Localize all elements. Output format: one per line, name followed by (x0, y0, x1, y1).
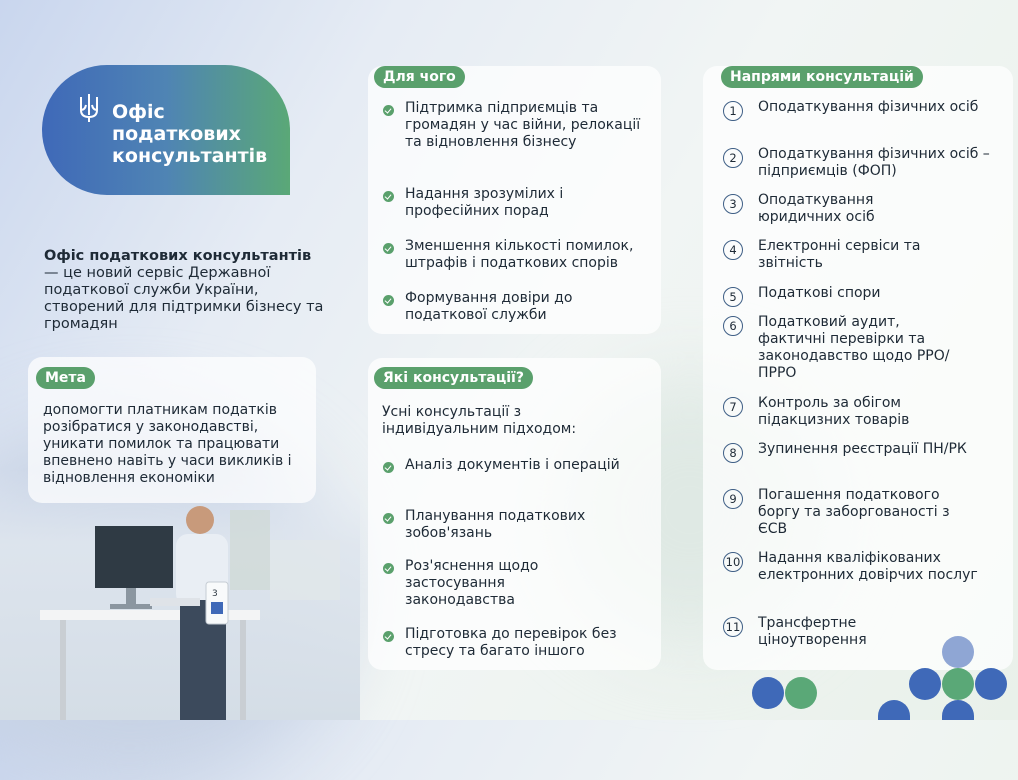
direction-item: Податковий аудит, фактичні перевірки та законодавство щодо РРО/ПРРО (758, 314, 950, 381)
number-badge: 11 (723, 617, 743, 637)
direction-item: Надання кваліфікованих електронних довірчих послуг (758, 550, 978, 583)
direction-item: Трансфертне ціноутворення (758, 615, 867, 648)
goal-text: допомогти платникам податків розібратися у законодавстві, уникати помилок та працювати впевнено навіть у часи викликів і відновлення економіки (43, 402, 292, 486)
check-icon (383, 243, 394, 254)
logo-card (42, 65, 290, 195)
consultations-label: Які консультації? (374, 367, 533, 389)
decor-dot (878, 700, 910, 720)
decor-dot (975, 668, 1007, 700)
trident-icon (78, 93, 100, 123)
intro-text (44, 248, 324, 333)
check-icon (383, 191, 394, 202)
purpose-item: Формування довіри до податкової служби (405, 290, 573, 323)
consultation-item: Роз'яснення щодо застосування законодавства (405, 558, 539, 608)
decor-dot (942, 668, 974, 700)
consultation-item: Аналіз документів і операцій (405, 457, 620, 473)
number-badge: 8 (723, 443, 743, 463)
direction-item: Оподаткування юридичних осіб (758, 192, 875, 225)
check-icon (383, 462, 394, 473)
consultation-item: Підготовка до перевірок без стресу та багато іншого (405, 626, 617, 659)
decor-dot (942, 636, 974, 668)
check-icon (383, 563, 394, 574)
consultations-intro: Усні консультації з індивідуальним підходом: (382, 404, 577, 437)
purpose-label: Для чого (374, 66, 465, 88)
decor-dot (785, 677, 817, 709)
logo-title: Офіс податкових консультантів (112, 101, 268, 167)
number-badge: 5 (723, 287, 743, 307)
number-badge: 4 (723, 240, 743, 260)
direction-item: Контроль за обігом підакцизних товарів (758, 395, 910, 428)
number-badge: 7 (723, 397, 743, 417)
number-badge: 3 (723, 194, 743, 214)
purpose-item: Зменшення кількості помилок, штрафів і податкових спорів (405, 238, 634, 271)
check-icon (383, 631, 394, 642)
directions-label: Напрями консультацій (721, 66, 923, 88)
check-icon (383, 105, 394, 116)
decor-dot (909, 668, 941, 700)
decor-dot (942, 700, 974, 720)
purpose-item: Підтримка підприємців та громадян у час війни, релокації та відновлення бізнесу (405, 100, 641, 150)
svg-text:3: 3 (212, 589, 218, 599)
direction-item: Податкові спори (758, 285, 881, 301)
directions-card (703, 66, 1013, 670)
direction-item: Зупинення реєстрації ПН/РК (758, 441, 967, 457)
purpose-item: Надання зрозумілих і професійних порад (405, 186, 564, 219)
office-photo (0, 470, 360, 720)
consultations-card (368, 358, 661, 670)
direction-item: Погашення податкового боргу та заборгованості з ЄСВ (758, 487, 950, 537)
intro-rest: — це новий сервіс Державної податкової служби України, створений для підтримки бізнесу та громадян (44, 265, 324, 332)
decor-dot (752, 677, 784, 709)
direction-item: Оподаткування фізичних осіб (758, 99, 979, 115)
number-badge: 9 (723, 489, 743, 509)
intro-bold: Офіс податкових консультантів (44, 248, 312, 264)
number-badge: 1 (723, 101, 743, 121)
purpose-card (368, 66, 661, 334)
direction-item: Оподаткування фізичних осіб – підприємців (ФОП) (758, 146, 990, 179)
goal-card (28, 357, 316, 503)
check-icon (383, 513, 394, 524)
consultation-item: Планування податкових зобов'язань (405, 508, 586, 541)
direction-item: Електронні сервіси та звітність (758, 238, 921, 271)
goal-label: Мета (36, 367, 95, 389)
check-icon (383, 295, 394, 306)
number-badge: 2 (723, 148, 743, 168)
number-badge: 10 (723, 552, 743, 572)
number-badge: 6 (723, 316, 743, 336)
